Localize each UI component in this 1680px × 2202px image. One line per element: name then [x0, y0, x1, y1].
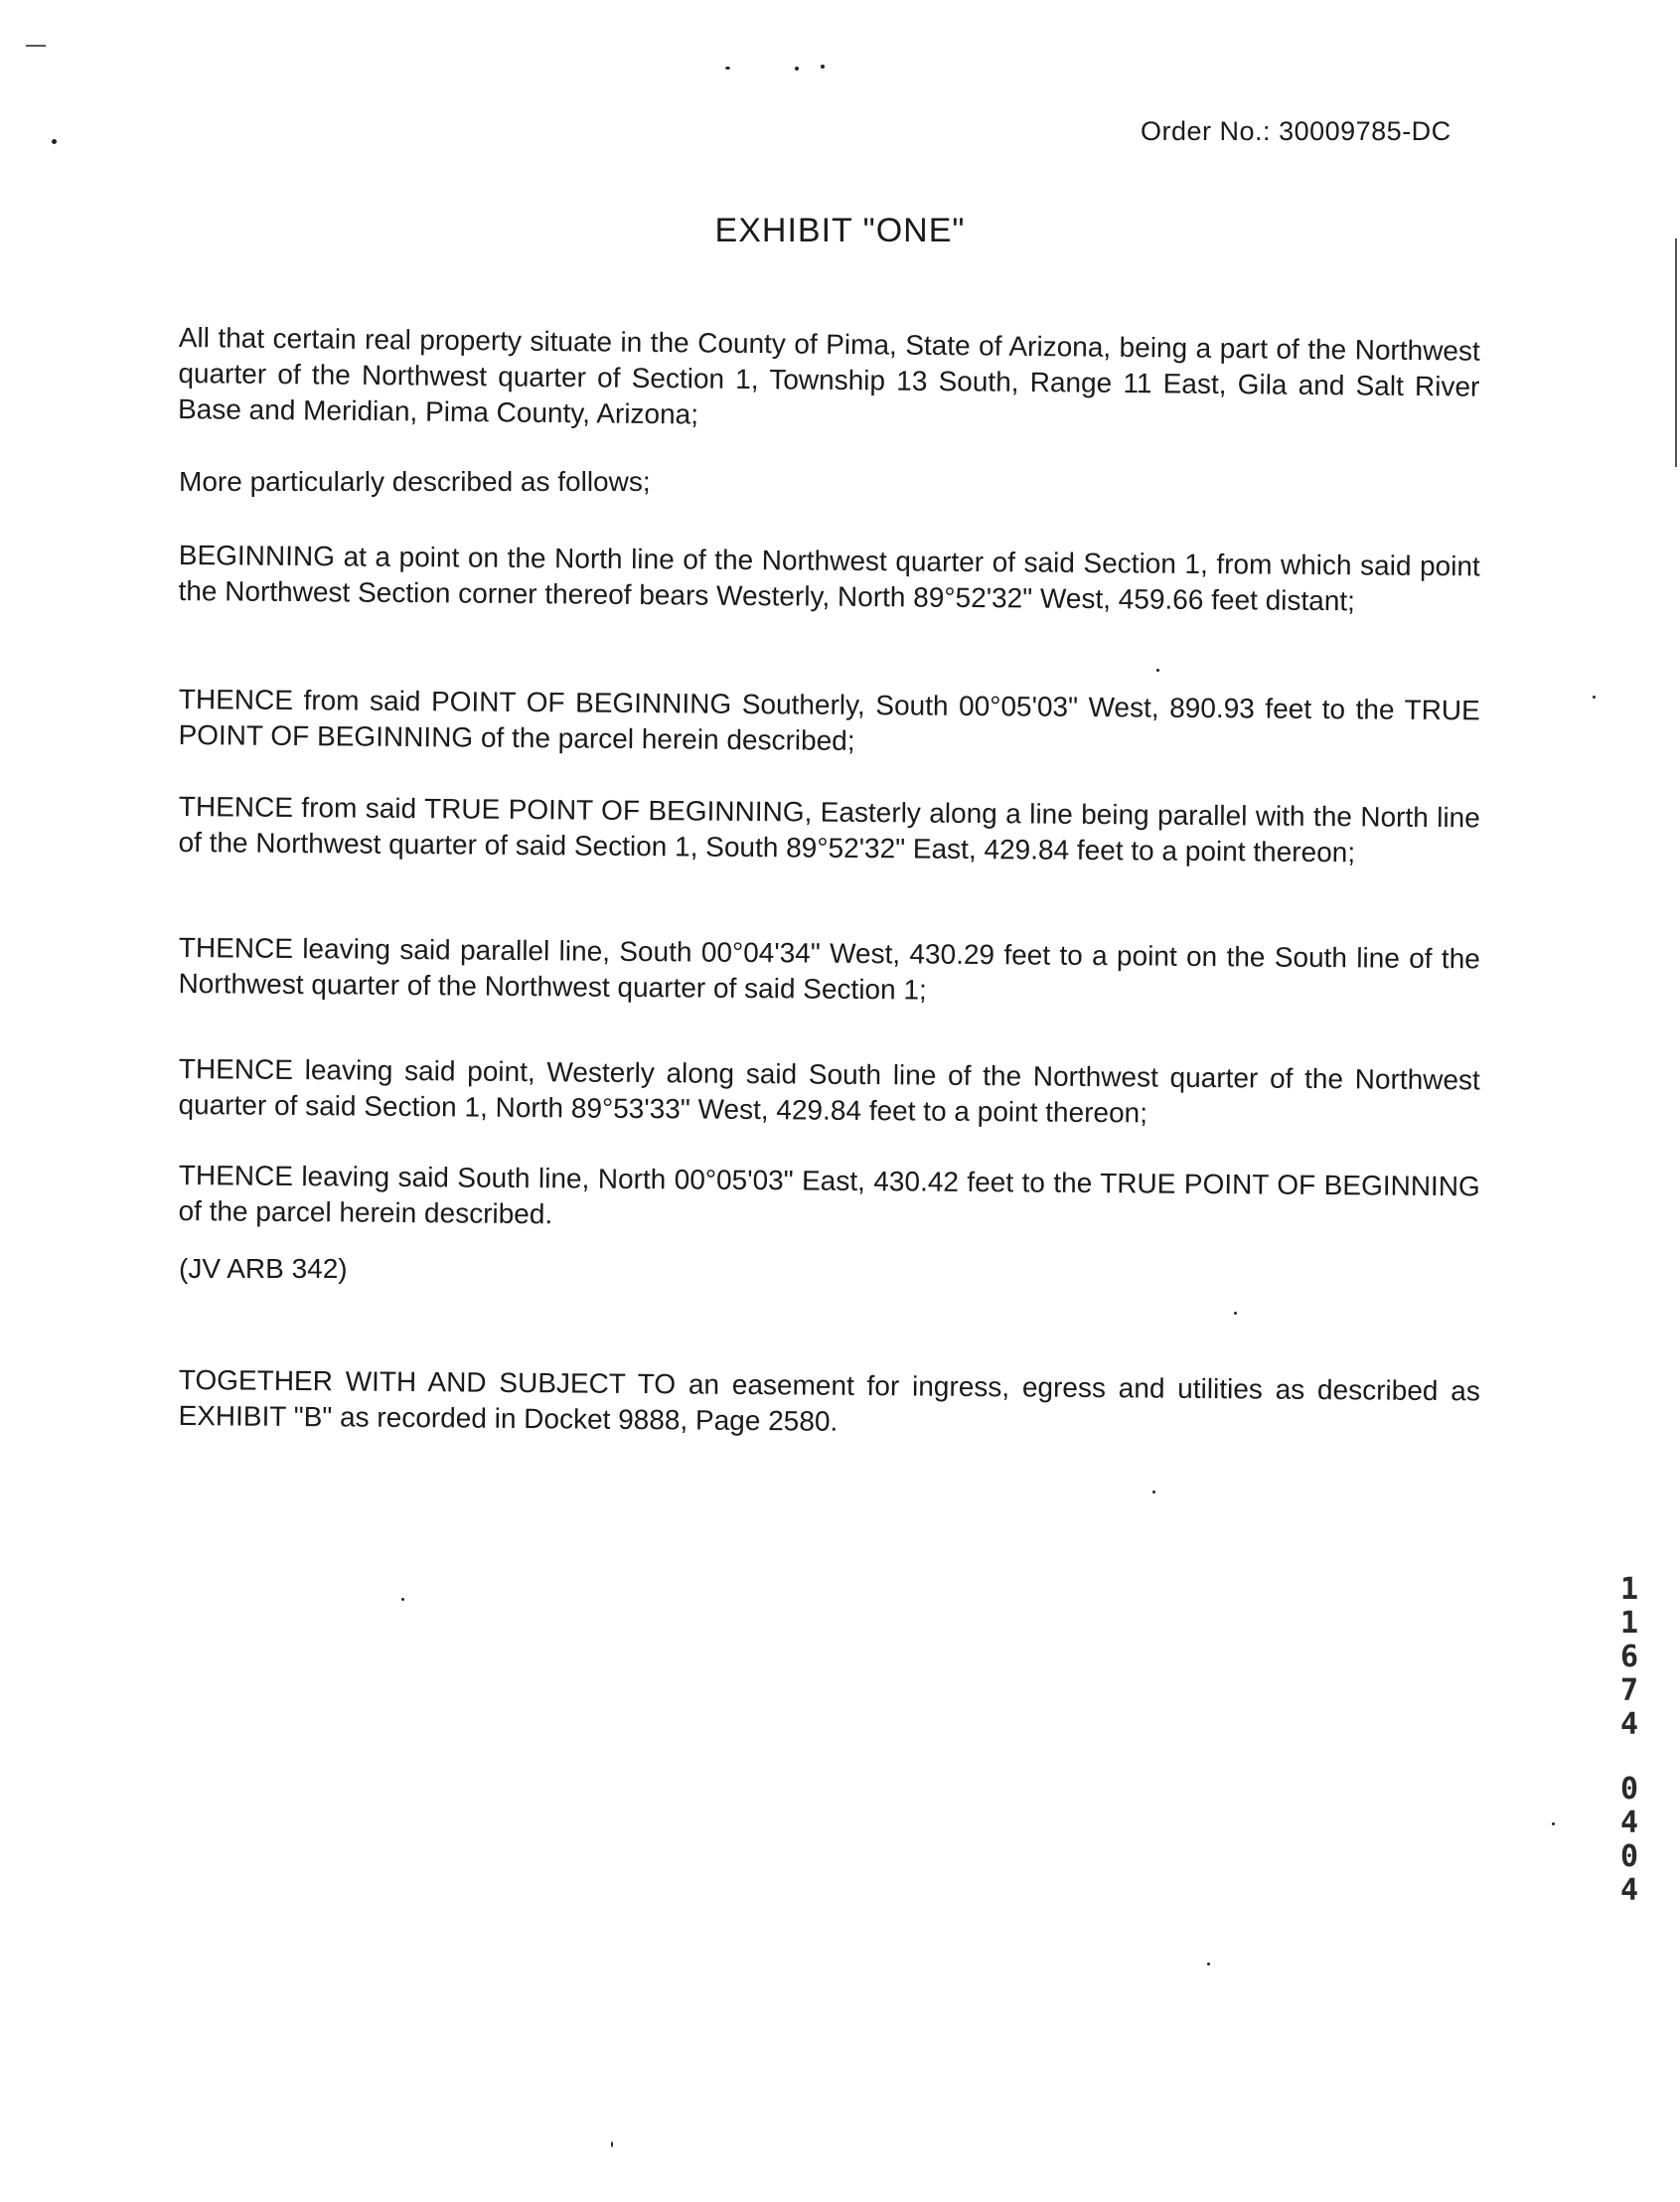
margin-stamp-digit: 1	[1619, 1572, 1639, 1607]
scan-edge-mark	[1675, 238, 1677, 467]
scan-speck	[821, 65, 825, 69]
scan-speck	[1156, 669, 1159, 672]
order-number-line	[1141, 116, 1451, 147]
order-number-label: Order No.:	[1141, 116, 1272, 146]
paragraph-thence-1: THENCE from said POINT OF BEGINNING Southerly, South 00°05'03" West, 890.93 feet to the TRUE POINT OF BEGINNING of the parcel herein described;	[178, 683, 1480, 756]
scan-speck	[725, 67, 730, 70]
scan-arrow-mark	[26, 45, 46, 47]
exhibit-title: EXHIBIT "ONE"	[714, 212, 966, 249]
margin-stamp-docket	[1617, 1572, 1641, 1744]
scan-speck	[1593, 696, 1596, 699]
paragraph-more-particularly: More particularly described as follows;	[179, 466, 651, 497]
margin-stamp-page	[1617, 1772, 1641, 1910]
margin-stamp-digit: 4	[1619, 1873, 1639, 1908]
scan-speck	[1152, 1491, 1155, 1494]
paragraph-property-description: All that certain real property situate in the County of Pima, State of Arizona, being a part of the Northwest quarter of the Northwest quarter of Section 1, Township 13 South, Range 11 East, Gila and Salt River Base and Meridian, Pima County, Arizona;	[177, 321, 1480, 430]
margin-stamp-digit: 7	[1619, 1673, 1639, 1708]
margin-stamp-digit: 6	[1619, 1640, 1639, 1674]
scan-speck	[795, 67, 799, 71]
margin-stamp-digit: 4	[1619, 1806, 1639, 1840]
paragraph-thence-4: THENCE leaving said point, Westerly along said South line of the Northwest quarter of the Northwest quarter of said Section 1, North 89°53'33" West, 429.84 feet to a point thereon;	[178, 1052, 1480, 1129]
scan-speck	[611, 2141, 613, 2147]
scan-speck	[401, 1598, 404, 1601]
margin-stamp-digit: 0	[1619, 1839, 1639, 1874]
paragraph-easement: TOGETHER WITH AND SUBJECT TO an easement for ingress, egress and utilities as described as EXHIBIT "B" as recorded in Docket 9888, Page 2580.	[178, 1363, 1480, 1437]
scan-speck	[1207, 1963, 1210, 1966]
paragraph-thence-5: THENCE leaving said South line, North 00°05'03" East, 430.42 feet to the TRUE POINT OF BEGINNING of the parcel herein described.	[178, 1159, 1480, 1230]
paragraph-beginning: BEGINNING at a point on the North line of the Northwest quarter of said Section 1, from which said point the Northwest Section corner thereof bears Westerly, North 89°52'32" West, 459.66 feet distant;	[178, 539, 1480, 617]
margin-stamp-digit: 0	[1619, 1772, 1639, 1807]
margin-stamp-digit: 1	[1619, 1606, 1639, 1641]
scan-speck	[1552, 1822, 1555, 1825]
order-number-value: 30009785-DC	[1279, 116, 1451, 146]
margin-stamp-digit: 4	[1619, 1707, 1639, 1742]
scan-speck	[52, 139, 57, 144]
scan-speck	[1234, 1312, 1237, 1315]
paragraph-thence-3: THENCE leaving said parallel line, South 00°04'34" West, 430.29 feet to a point on the South line of the Northwest quarter of the Northwest quarter of said Section 1;	[178, 931, 1480, 1006]
paragraph-thence-2: THENCE from said TRUE POINT OF BEGINNING, Easterly along a line being parallel with the North line of the Northwest quarter of said Section 1, South 89°52'32" East, 429.84 feet to a point thereon;	[178, 790, 1480, 868]
paragraph-reference: (JV ARB 342)	[179, 1253, 348, 1284]
